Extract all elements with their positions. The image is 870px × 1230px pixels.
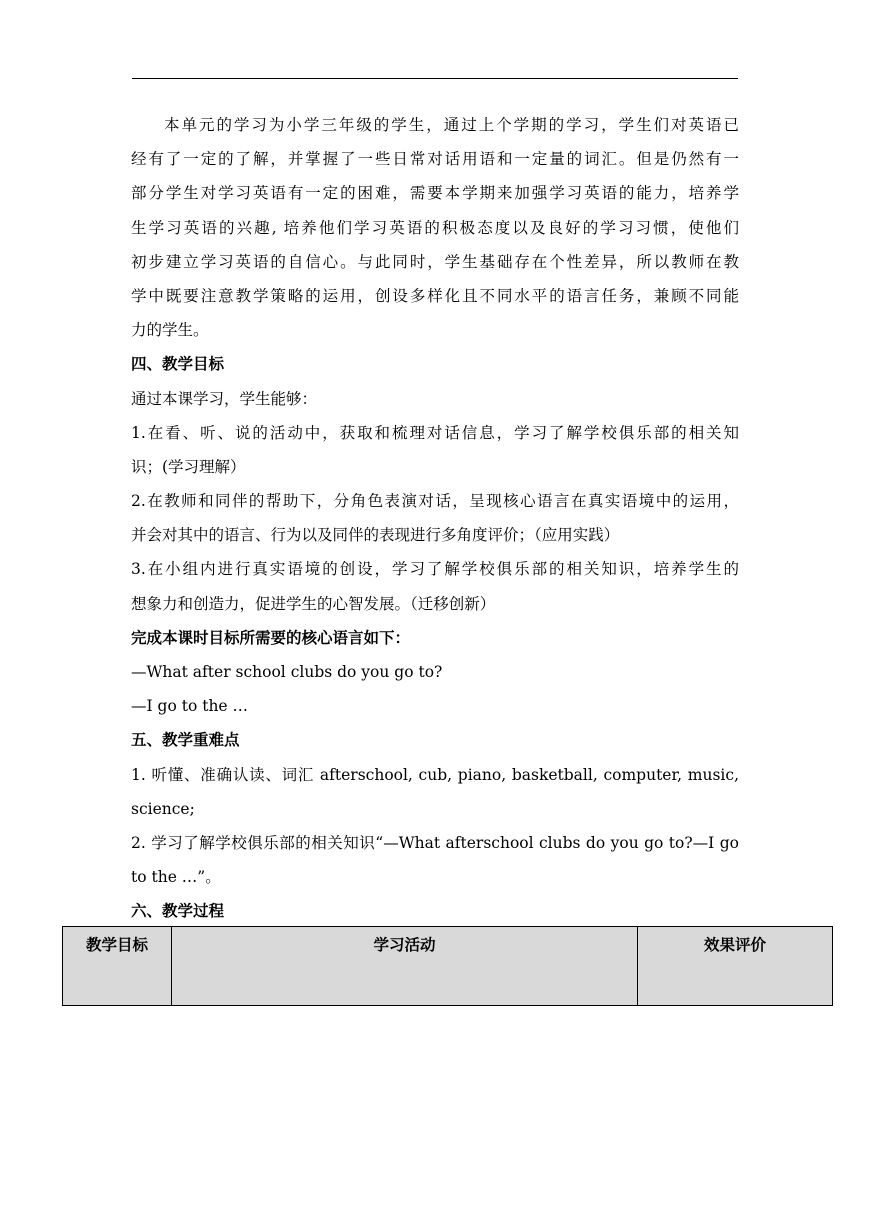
goal-1-line: 识；(学习理解） [131, 457, 246, 476]
document-body [131, 108, 739, 929]
table-header-objective: 教学目标 [63, 927, 172, 1006]
paragraph-line: 本单元的学习为小学三年级的学生，通过上个学期的学习，学生们对英语已 [164, 116, 739, 134]
goal-3-line: 3.在小组内进行真实语境的创设，学习了解学校俱乐部的相关知识，培养学生的 [131, 560, 739, 579]
paragraph-line: 经有了一定的了解，并掌握了一些日常对话用语和一定量的词汇。但是仍然有一 [131, 150, 739, 169]
table-header-activity: 学习活动 [171, 927, 637, 1006]
teaching-process-table [62, 926, 833, 1006]
section-heading-process: 六、教学过程 [131, 901, 225, 921]
paragraph-line: 初步建立学习英语的自信心。与此同时，学生基础存在个性差异，所以教师在教 [131, 252, 739, 271]
paragraph-line: 部分学生对学习英语有一定的困难，需要本学期来加强学习英语的能力，培养学 [131, 184, 739, 203]
paragraph-line: 学中既要注意教学策略的运用，创设多样化且不同水平的语言任务，兼顾不同能 [131, 286, 739, 305]
core-language-answer: —I go to the … [131, 697, 249, 716]
section-heading-objectives: 四、教学目标 [131, 354, 225, 374]
core-language-heading: 完成本课时目标所需要的核心语言如下： [131, 627, 411, 647]
core-language-question: —What after school clubs do you go to? [131, 663, 443, 681]
table-header-evaluation: 效果评价 [637, 927, 832, 1006]
objectives-intro: 通过本课学习，学生能够： [131, 389, 318, 408]
key-point-1-line: 1. 听懂、准确认读、词汇 afterschool, cub, piano, basketball, computer, music, [131, 765, 739, 784]
table-header-row [63, 927, 833, 1006]
key-point-2-line: to the …”。 [131, 868, 221, 887]
header-rule [132, 78, 738, 79]
goal-1-line: 1.在看、听、说的活动中，获取和梳理对话信息，学习了解学校俱乐部的相关知 [131, 423, 739, 442]
goal-2-line: 并会对其中的语言、行为以及同伴的表现进行多角度评价；（应用实践） [131, 526, 620, 545]
goal-3-line: 想象力和创造力，促进学生的心智发展。（迁移创新） [131, 594, 496, 613]
section-heading-key-points: 五、教学重难点 [131, 730, 240, 750]
goal-2-line: 2.在教师和同伴的帮助下，分角色表演对话，呈现核心语言在真实语境中的运用， [131, 492, 739, 511]
paragraph-line: 力的学生。 [131, 321, 209, 340]
key-point-1-line: science; [131, 799, 195, 818]
paragraph-line: 生学习英语的兴趣, 培养他们学习英语的积极态度以及良好的学习习惯，使他们 [131, 218, 739, 237]
key-point-2-line: 2. 学习了解学校俱乐部的相关知识“—What afterschool clubs do you go to?—I go [131, 833, 739, 852]
